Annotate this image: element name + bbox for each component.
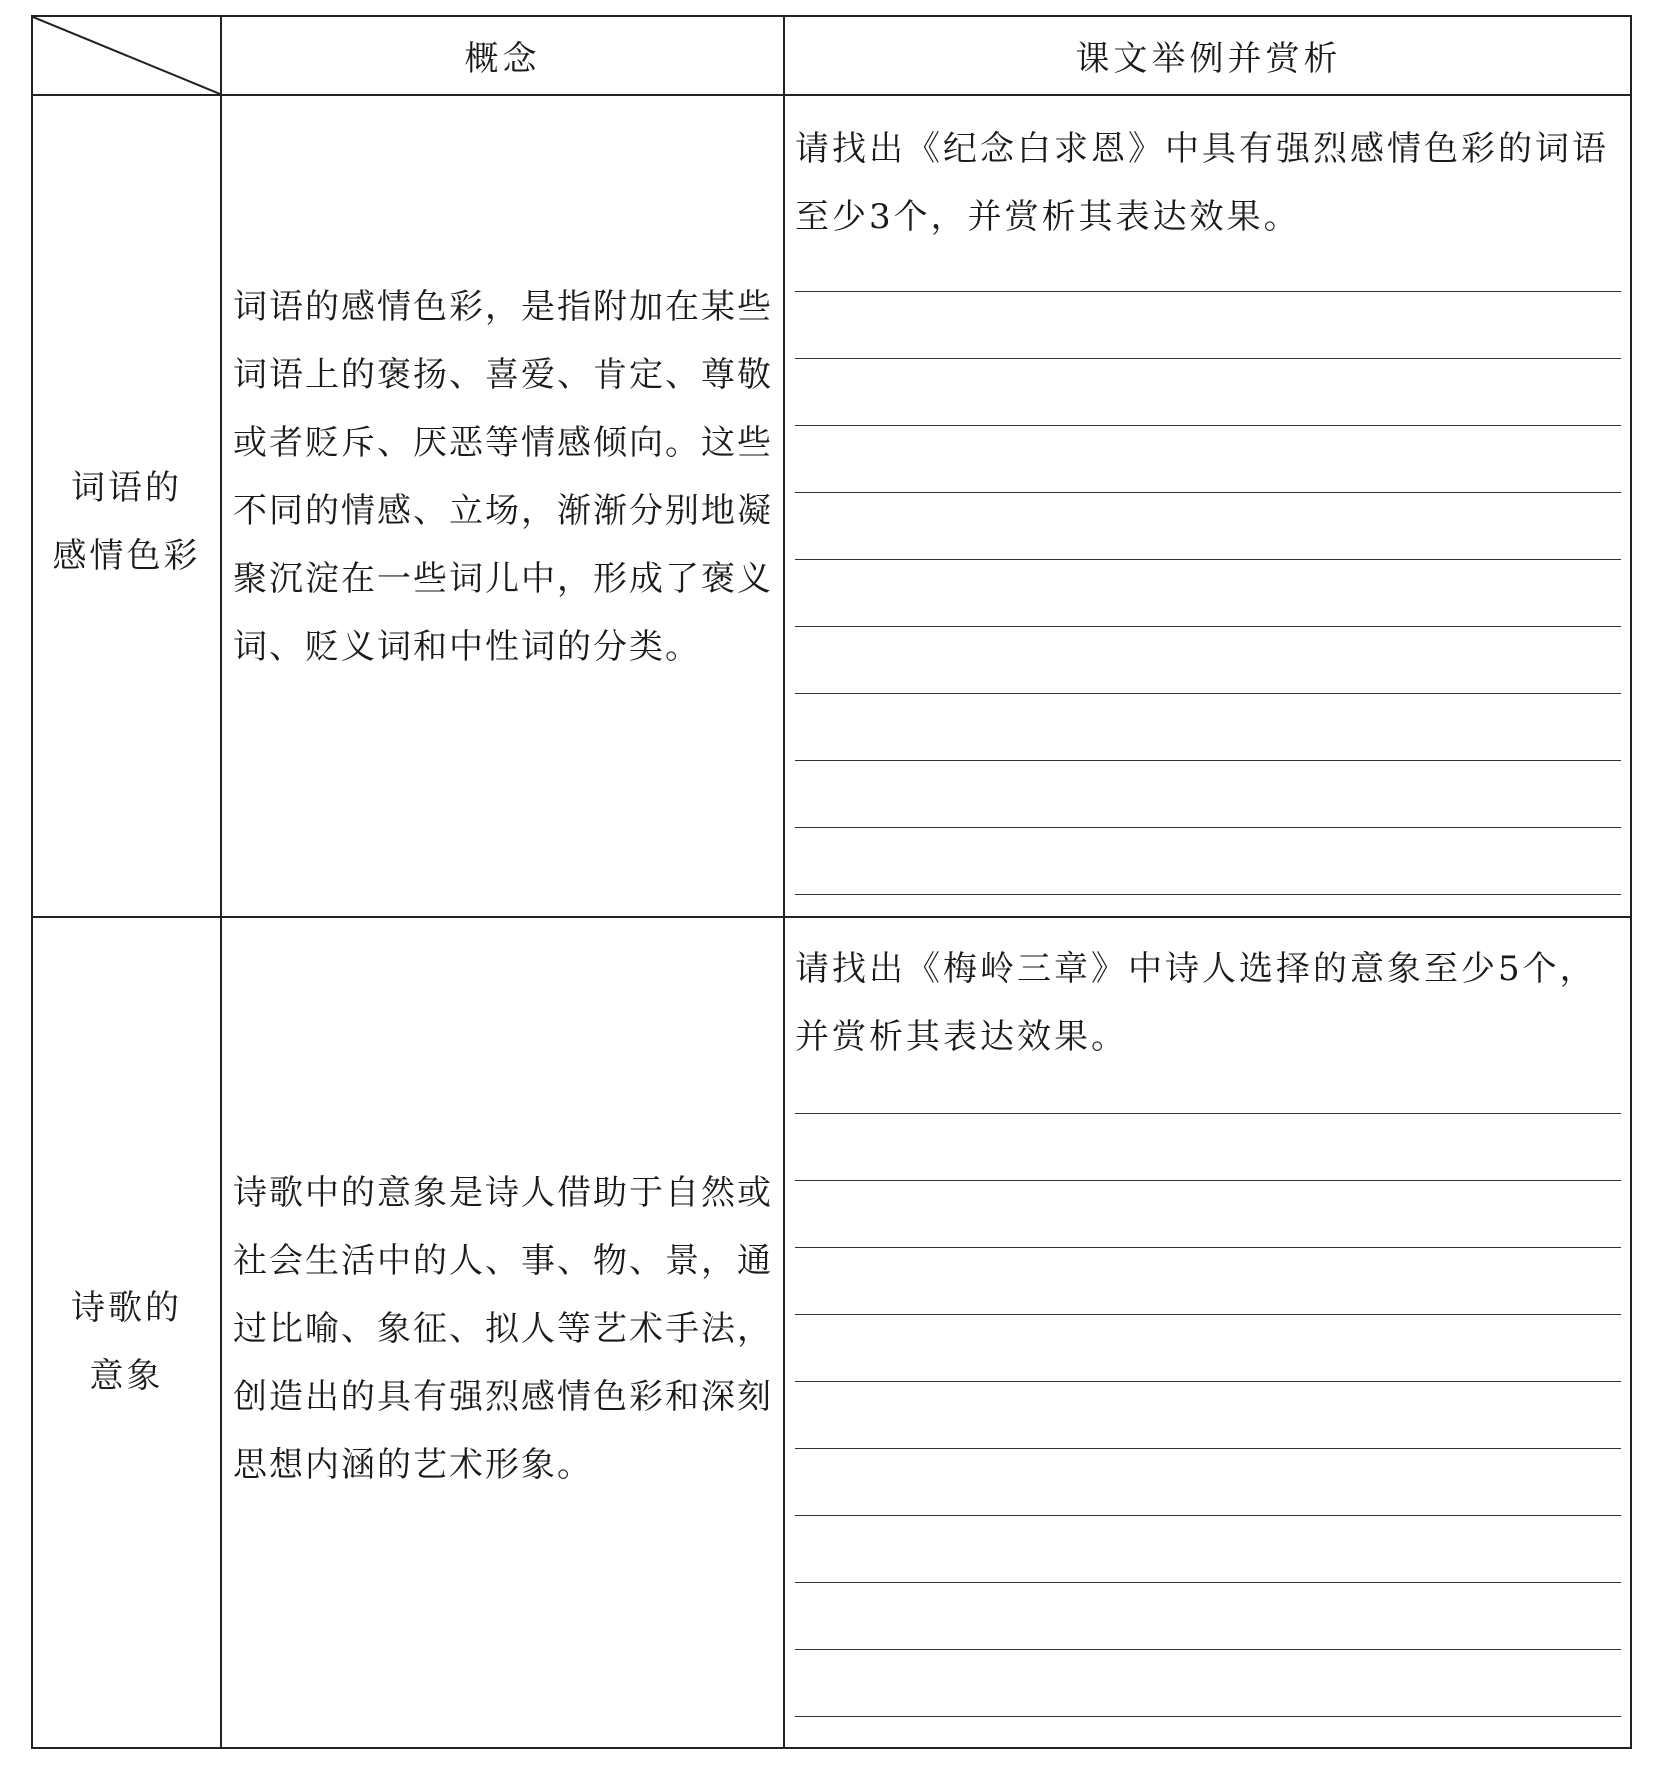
answer-line[interactable] xyxy=(795,1649,1621,1650)
answer-line[interactable] xyxy=(795,492,1621,493)
row-label xyxy=(33,1274,220,1410)
answer-line[interactable] xyxy=(795,827,1621,828)
answer-line[interactable] xyxy=(795,1381,1621,1382)
answer-line[interactable] xyxy=(795,1180,1621,1181)
concept-text: 诗歌中的意象是诗人借助于自然或社会生活中的人、事、物、景，通过比喻、象征、拟人等艺术手法，创造出的具有强烈感情色彩和深刻思想内涵的艺术形象。 xyxy=(233,1173,773,1485)
answer-line[interactable] xyxy=(795,291,1621,292)
exercise-prompt: 请找出《梅岭三章》中诗人选择的意象至少5个，并赏析其表达效果。 xyxy=(795,949,1597,1057)
concept-text: 词语的感情色彩，是指附加在某些词语上的褒扬、喜爱、肯定、尊敬或者贬斥、厌恶等情感倾向。这些不同的情感、立场，渐渐分别地凝聚沉淀在一些词儿中，形成了褒义词、贬义词和中性词的分类。 xyxy=(233,287,773,667)
answer-line[interactable] xyxy=(795,358,1621,359)
header-example: 课文举例并赏析 xyxy=(1075,39,1342,79)
row-label xyxy=(33,454,220,590)
row-label-line: 词语的 xyxy=(71,468,182,508)
corner-diagonal xyxy=(33,17,220,94)
row-label-line: 诗歌的 xyxy=(71,1288,182,1328)
answer-line[interactable] xyxy=(795,626,1621,627)
header-concept: 概念 xyxy=(464,39,541,79)
answer-line[interactable] xyxy=(795,1314,1621,1315)
answer-line[interactable] xyxy=(795,1247,1621,1248)
answer-line[interactable] xyxy=(795,1716,1621,1717)
worksheet-table xyxy=(31,15,1632,1749)
row-divider xyxy=(33,94,1630,96)
column-divider xyxy=(783,17,785,1747)
answer-line[interactable] xyxy=(795,425,1621,426)
answer-line[interactable] xyxy=(795,894,1621,895)
row-divider xyxy=(33,916,1630,918)
row-label-line: 感情色彩 xyxy=(52,536,201,576)
answer-line[interactable] xyxy=(795,1582,1621,1583)
answer-line[interactable] xyxy=(795,1448,1621,1449)
answer-line[interactable] xyxy=(795,1515,1621,1516)
answer-line[interactable] xyxy=(795,760,1621,761)
answer-line[interactable] xyxy=(795,693,1621,694)
answer-line[interactable] xyxy=(795,559,1621,560)
column-divider xyxy=(220,17,222,1747)
answer-line[interactable] xyxy=(795,1113,1621,1114)
exercise-prompt: 请找出《纪念白求恩》中具有强烈感情色彩的词语至少3个，并赏析其表达效果。 xyxy=(795,129,1609,237)
row-label-line: 意象 xyxy=(89,1356,164,1396)
